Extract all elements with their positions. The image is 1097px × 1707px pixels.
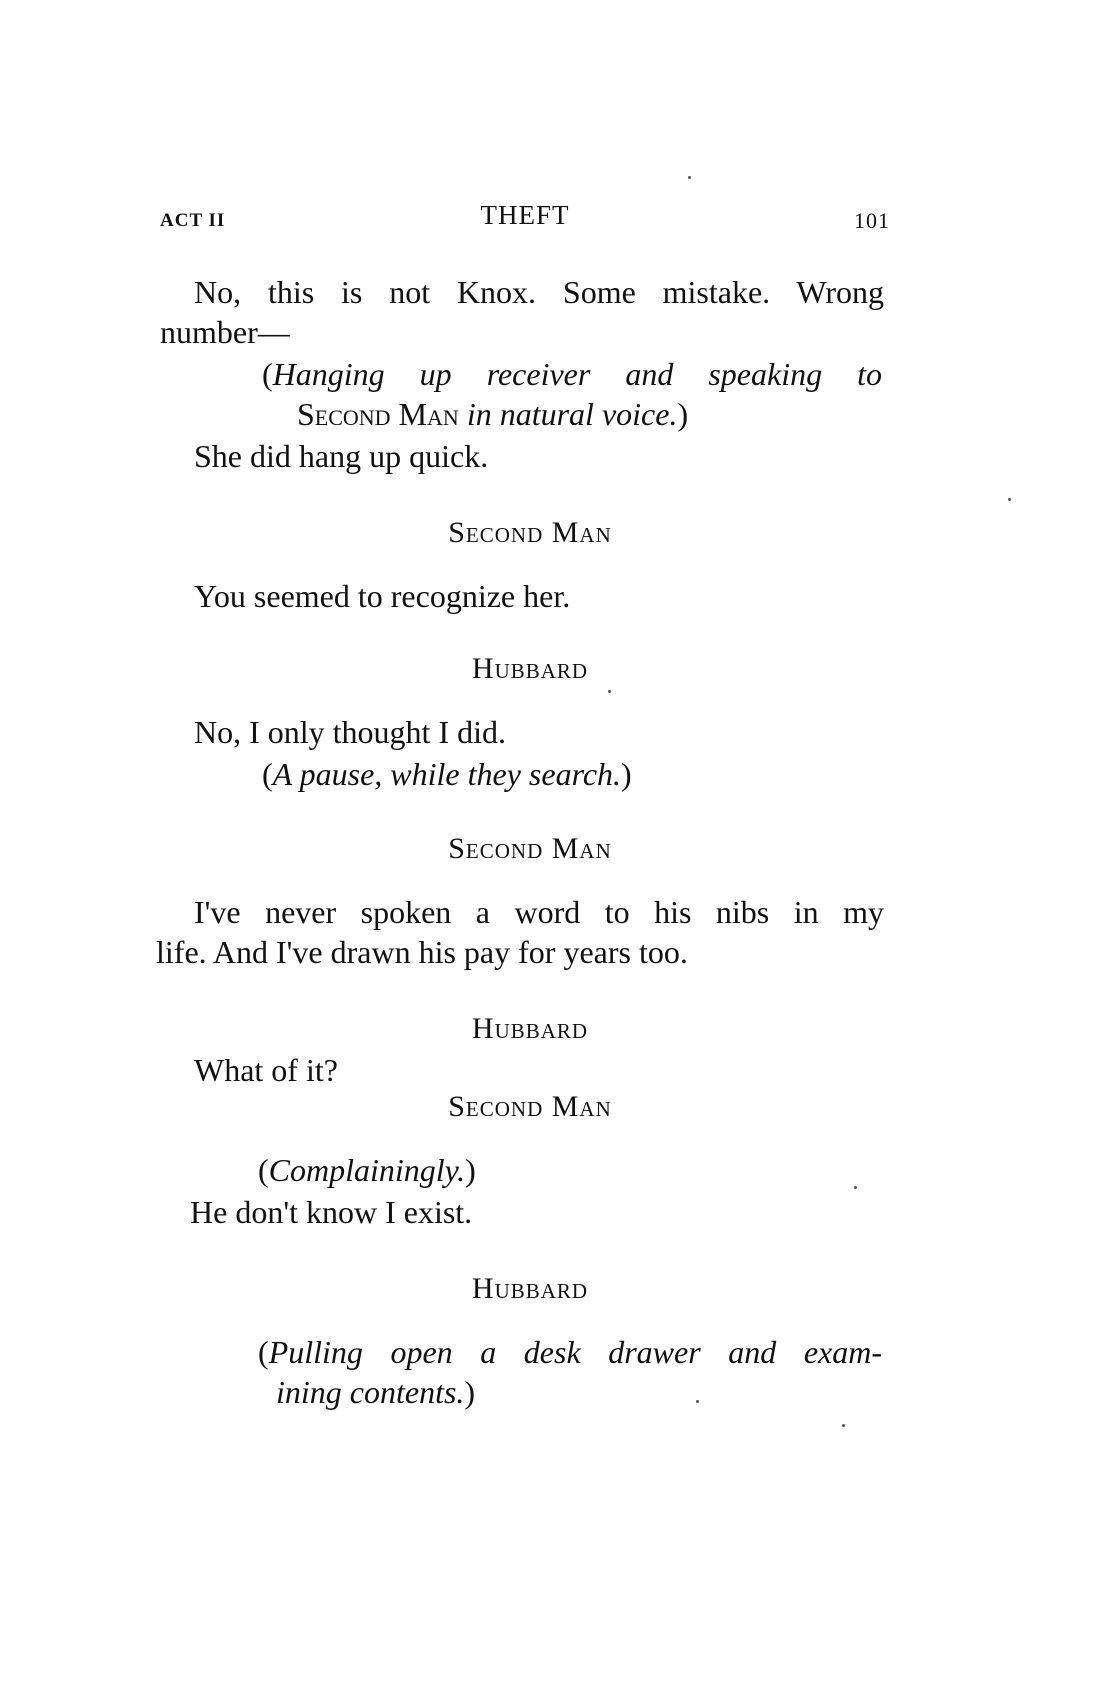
stage-direction [262,354,882,394]
paper-speck [854,1186,857,1189]
stage-direction [297,394,688,434]
paren-close: ) [464,1374,476,1410]
speaker-name: Second Man [448,516,612,549]
page-number: 101 [854,208,890,233]
speaker-name: Second Man [448,832,612,865]
stage-direction [258,1150,476,1190]
dialogue-line: He don't know I exist. [190,1194,473,1230]
paren-close: ) [465,1152,476,1188]
speaker-name: Hubbard [471,1272,589,1305]
stage-direction-text: Complainingly. [268,1152,466,1188]
dialogue-line: life. And I've drawn his pay for years too. [156,934,688,970]
act-label: ACT II [160,210,226,231]
dialogue-line: She did hang up quick. [194,438,489,474]
speaker-name: Hubbard [471,652,589,685]
paren-close: ) [621,756,632,792]
paper-speck [608,690,611,693]
running-header [160,200,890,240]
dialogue-line: No, I only thought I did. [194,714,506,750]
paper-speck [696,1400,699,1403]
stage-direction [258,1332,882,1372]
stage-direction [276,1372,475,1412]
stage-direction-text: Pulling open a desk drawer and exam- [268,1334,882,1370]
page-title: THEFT [480,200,570,230]
paren-open: ( [258,1152,269,1188]
dialogue-line: You seemed to recognize her. [194,578,571,614]
paper-speck [842,1424,845,1427]
speaker-name: Hubbard [471,1012,589,1045]
paren-open: ( [262,756,273,792]
paper-speck [1008,498,1011,501]
paper-speck [688,176,691,179]
paren-open: ( [262,356,273,392]
dialogue-line: I've never spoken a word to his nibs in my [194,894,884,930]
dialogue-line: number— [160,314,290,350]
stage-direction-text: ining contents. [276,1374,465,1410]
dialogue-line: What of it? [194,1052,338,1088]
stage-direction-text: in natural voice. [458,396,678,432]
paren-open: ( [258,1334,269,1370]
stage-direction-text: Hanging up receiver and speaking to [272,356,882,392]
paren-close: ) [677,396,689,432]
stage-direction-text: A pause, while they search. [272,756,622,792]
stage-direction [262,754,632,794]
speaker-name: Second Man [448,1090,612,1123]
character-name: Second Man [297,396,459,432]
dialogue-line: No, this is not Knox. Some mistake. Wrong [194,274,884,310]
